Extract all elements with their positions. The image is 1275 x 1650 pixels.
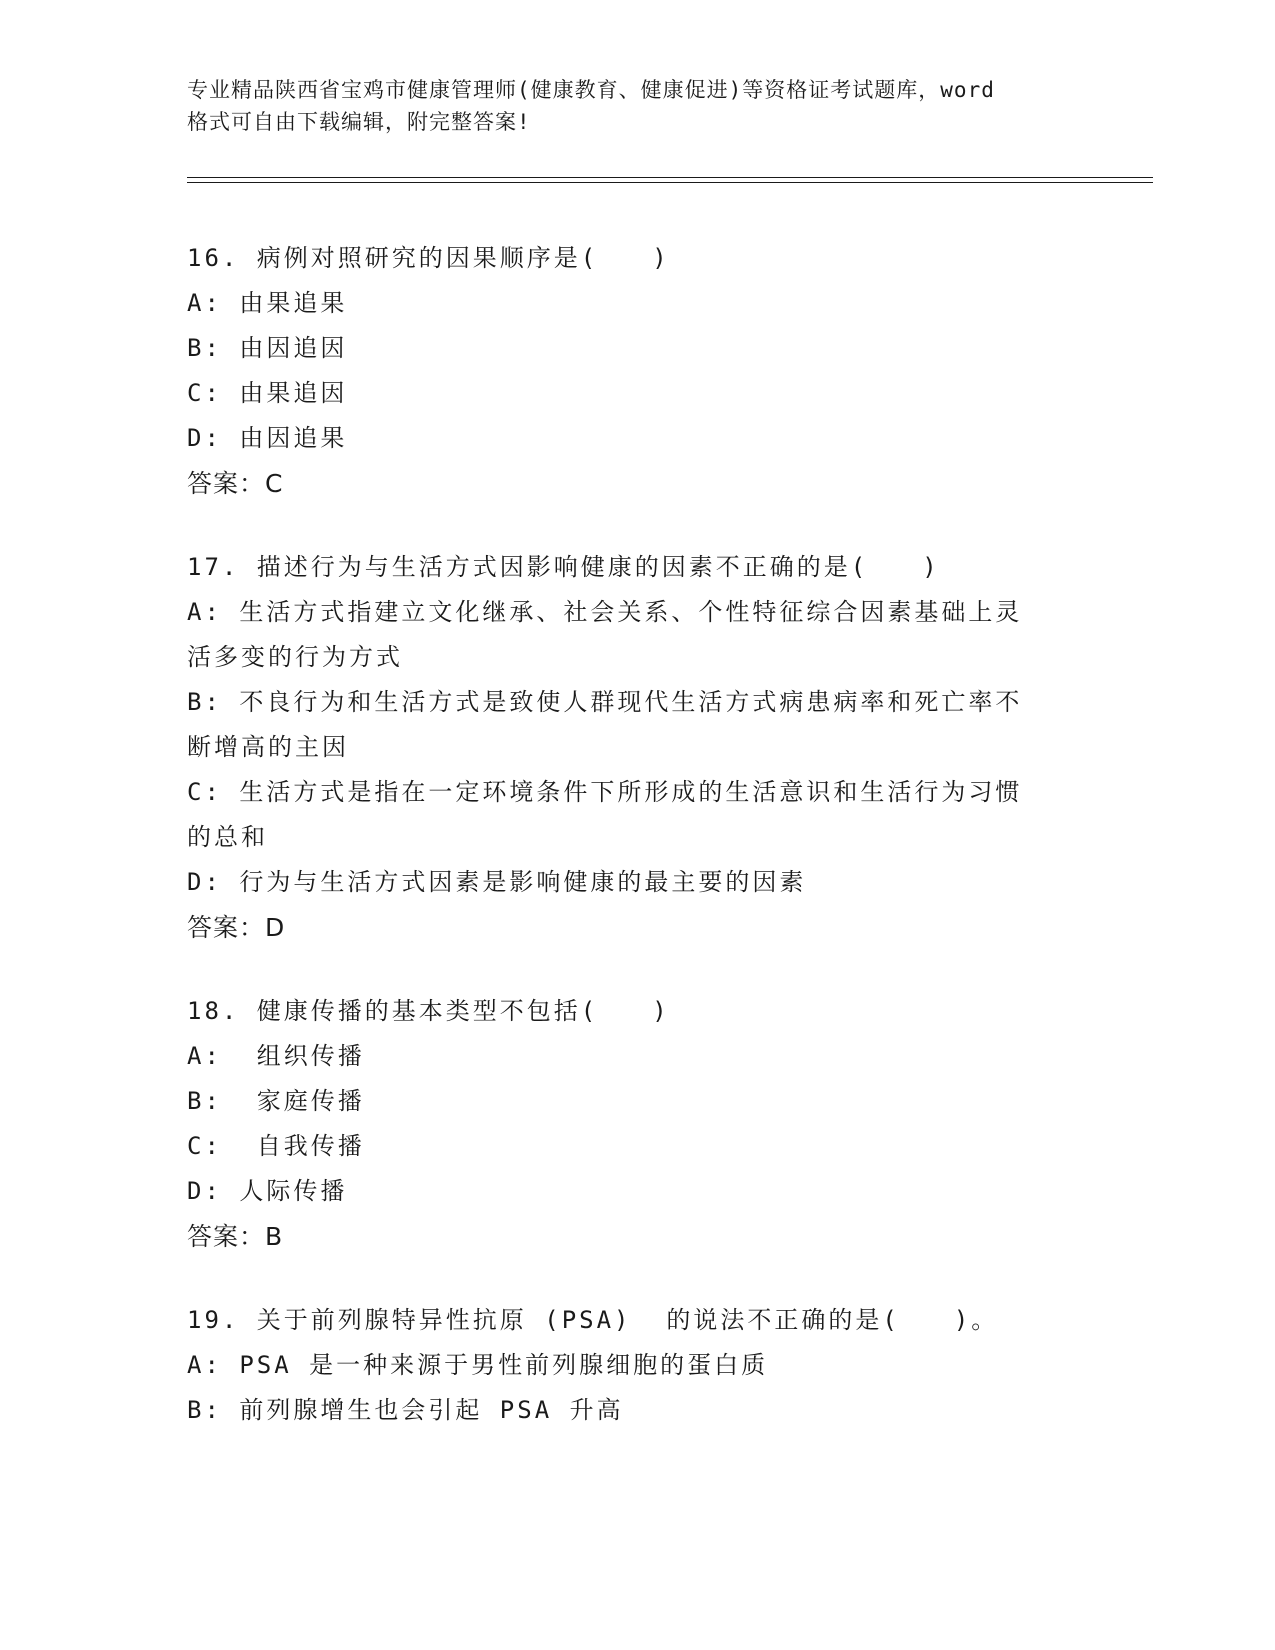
option-c-continued: 的总和 xyxy=(187,823,268,851)
answer-label: 答案：C xyxy=(187,469,284,498)
option-d: D: 行为与生活方式因素是影响健康的最主要的因素 xyxy=(187,868,807,896)
question-list xyxy=(187,236,1087,1471)
option-b: B: 不良行为和生活方式是致使人群现代生活方式病患病率和死亡率不 xyxy=(187,688,1023,716)
answer-label: 答案：B xyxy=(187,1222,284,1251)
header-line-2: 格式可自由下载编辑，附完整答案! xyxy=(187,110,531,134)
answer-label: 答案：D xyxy=(187,913,286,942)
question-stem: 18. 健康传播的基本类型不包括( ) xyxy=(187,997,670,1025)
option-b: B: 由因追因 xyxy=(187,334,348,362)
option-b: B: 家庭传播 xyxy=(187,1087,365,1115)
option-c: C: 生活方式是指在一定环境条件下所形成的生活意识和生活行为习惯 xyxy=(187,778,1023,806)
option-c: C: 自我传播 xyxy=(187,1132,365,1160)
option-d: D: 人际传播 xyxy=(187,1177,348,1205)
header-divider-top xyxy=(187,177,1153,178)
option-a: A: 生活方式指建立文化继承、社会关系、个性特征综合因素基础上灵 xyxy=(187,598,1023,626)
question-18 xyxy=(187,989,1087,1260)
question-stem: 17. 描述行为与生活方式因影响健康的因素不正确的是( ) xyxy=(187,553,940,581)
question-19 xyxy=(187,1298,1087,1433)
option-a: A: PSA 是一种来源于男性前列腺细胞的蛋白质 xyxy=(187,1351,769,1379)
option-d: D: 由因追果 xyxy=(187,424,348,452)
option-a: A: 由果追果 xyxy=(187,289,348,317)
question-stem: 19. 关于前列腺特异性抗原 (PSA) 的说法不正确的是( )。 xyxy=(187,1306,999,1334)
question-17 xyxy=(187,545,1087,951)
option-c: C: 由果追因 xyxy=(187,379,348,407)
header-line-1: 专业精品陕西省宝鸡市健康管理师(健康教育、健康促进)等资格证考试题库，word xyxy=(187,78,995,102)
option-b-continued: 断增高的主因 xyxy=(187,733,349,761)
option-a-continued: 活多变的行为方式 xyxy=(187,643,403,671)
option-b: B: 前列腺增生也会引起 PSA 升高 xyxy=(187,1396,624,1424)
header-divider-bottom xyxy=(187,182,1153,183)
question-stem: 16. 病例对照研究的因果顺序是( ) xyxy=(187,244,670,272)
question-16 xyxy=(187,236,1087,507)
document-header xyxy=(187,74,1087,138)
option-a: A: 组织传播 xyxy=(187,1042,365,1070)
